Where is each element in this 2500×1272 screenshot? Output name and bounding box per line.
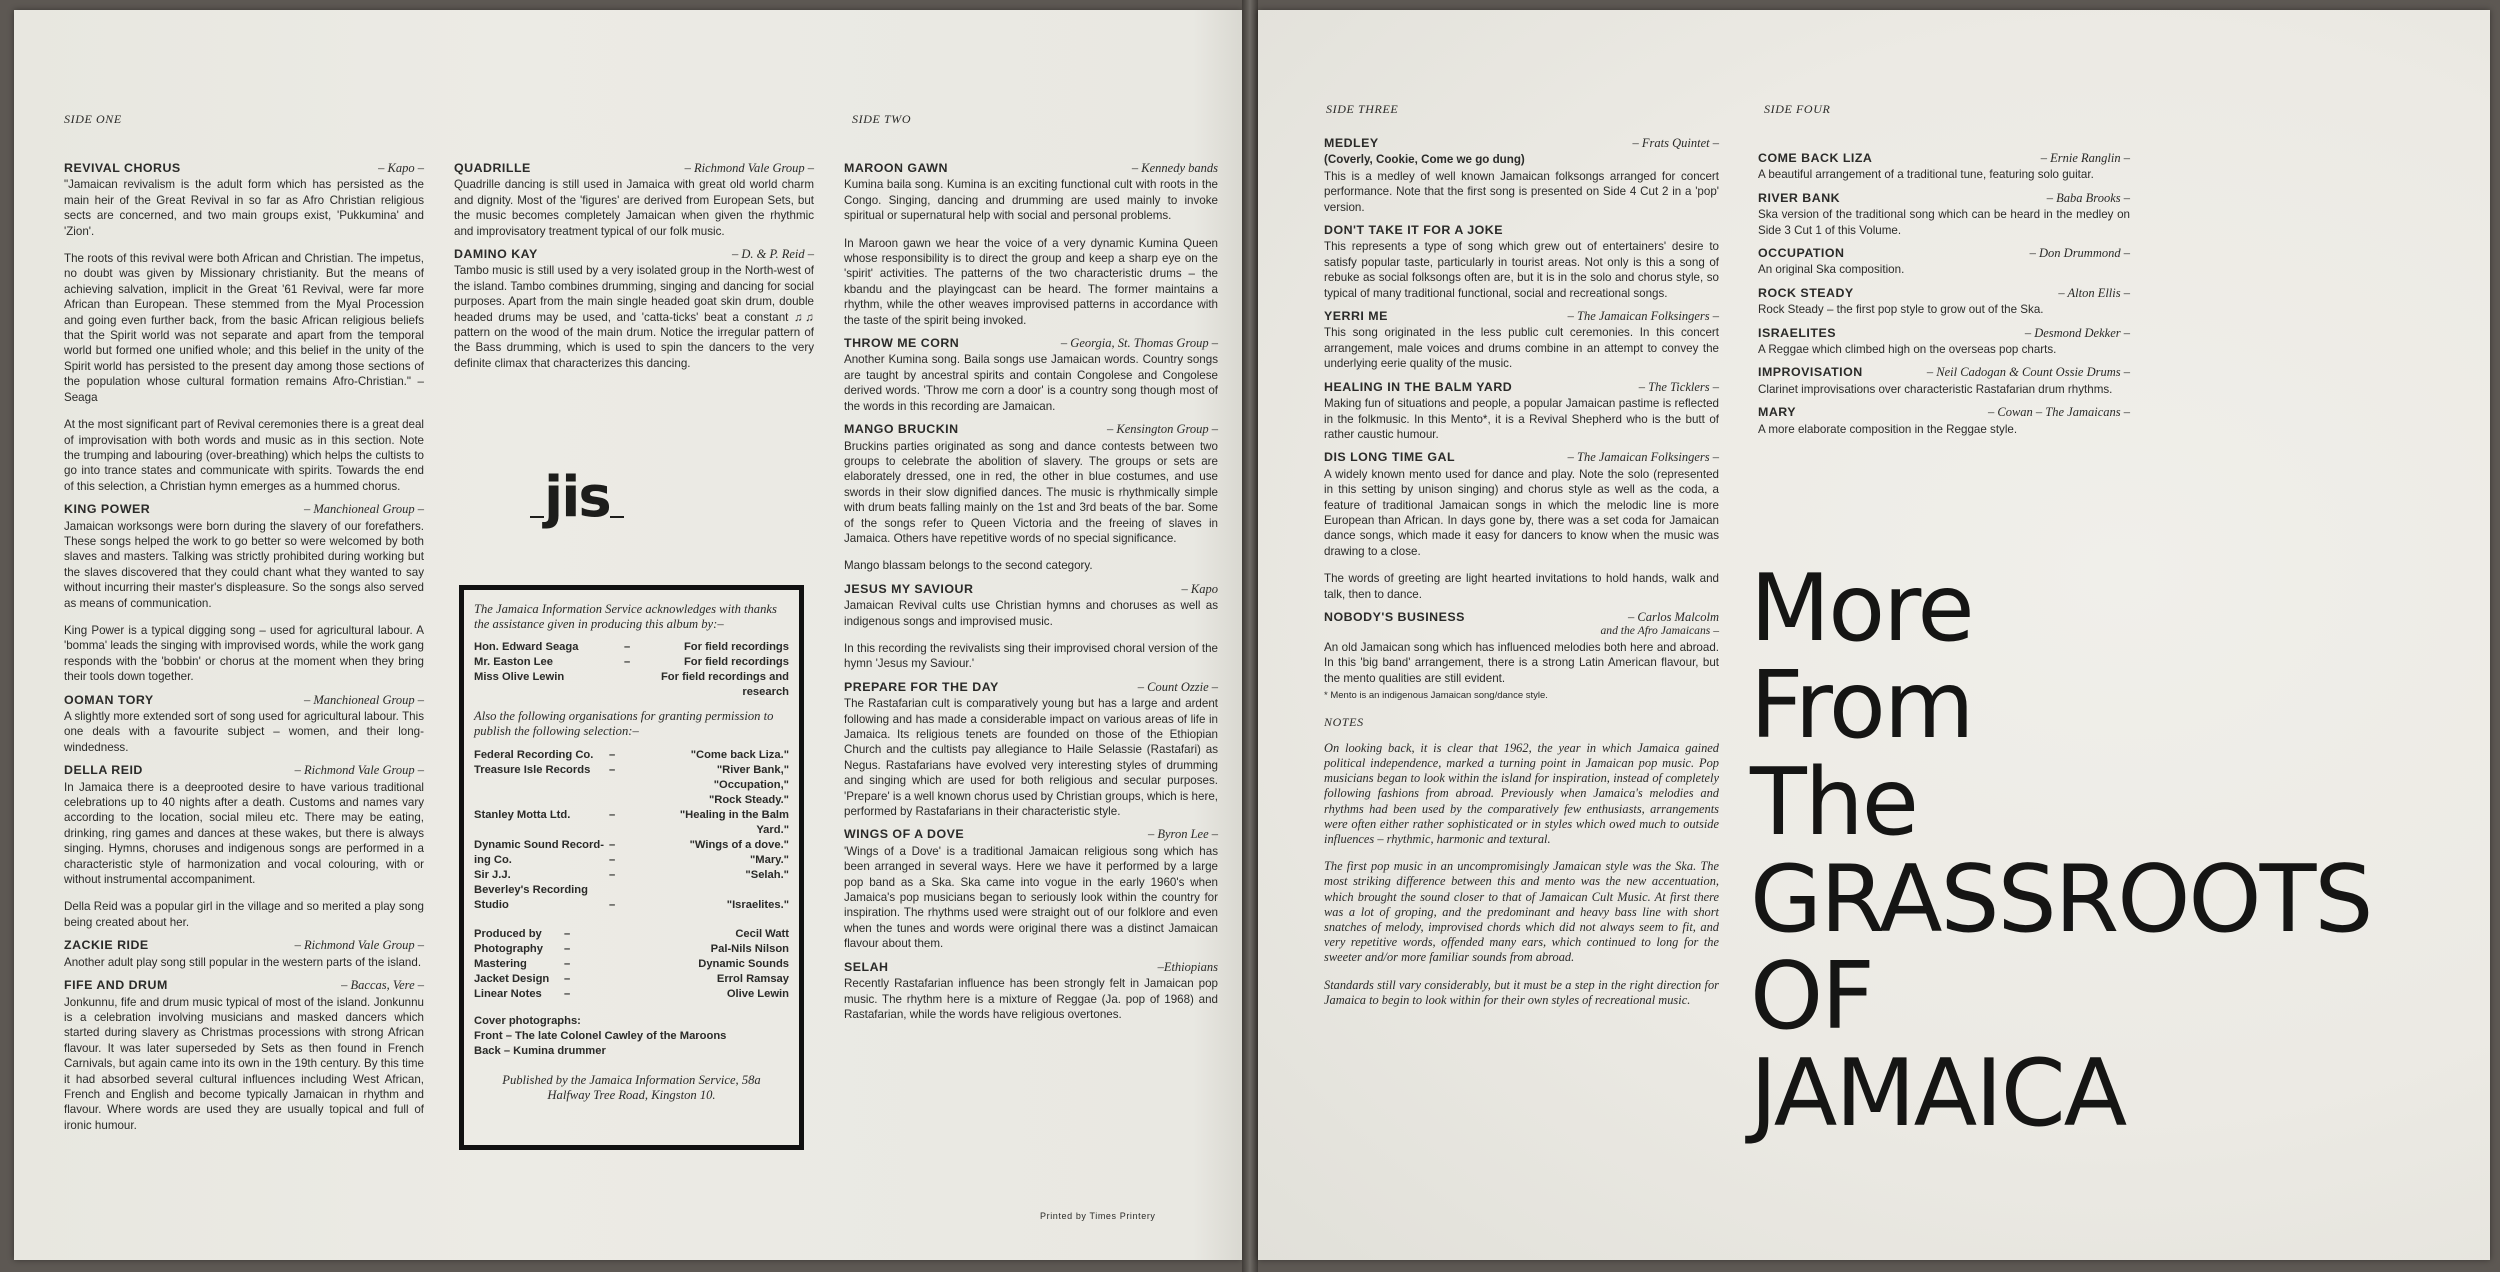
track-title-row [844,336,1218,351]
production-row [474,972,789,987]
production-dash: – [564,973,571,985]
track-title-row [1758,365,2130,380]
gatefold-spine [1242,0,1258,1272]
org-name: ing Co. [474,854,512,866]
org-name: Stanley Motta Ltd. [474,809,571,821]
side-three-column [1324,130,1719,1008]
credit-role: For field recordings [683,656,789,668]
track-title: DELLA REID [64,763,143,778]
track-description: Another Kumina song. Baila songs use Jamaican words. Country songs are taught by ancestral spirits and contain Congolese and Congolese derived words. 'Throw me corn a door' is a country song though most of the words in this recording are Jamaican. [844,353,1218,413]
track-description: Jonkunnu, fife and drum music typical of most of the island. Jonkunnu is a celebration involving musicians and masked dancers which started during slavery as Christmas processions with strong African flavour. It was later superseded by Sets as then found in French Carnivals, but again came into its own in the 19th century. By this time it had absorbed several cultural influences including West African, French and English and become typically Jamaican in rhythm and flavour. Where words are used they are usually topical and full of ironic humour. [64,995,424,1132]
track-artist: – Manchioneal Group – [303,502,424,517]
track-description: In Maroon gawn we hear the voice of a very dynamic Kumina Queen whose responsibility is to direct the group and keep a sharp eye on the 'spirit' activities. The patterns of the two characteristic drums – the kbandu and the playingcast can be heard. The former maintains a rhythm, while the other weaves improvised patterns in accordance with the taste of the spirit being invoked. [844,236,1218,327]
track-title-row [1758,246,2130,261]
org-name: Federal Recording Co. [474,749,594,761]
track-title: ISRAELITES [1758,325,1836,340]
track-title-row [454,247,814,262]
production-dash: – [564,943,571,955]
org-name: Sir J.J. [474,869,511,881]
track-description: Jamaican worksongs were born during the slavery of our forefathers. These songs helped the work to go better so were welcomed by both slaves and masters. Talking was strictly prohibited during working but the slaves discovered that they could chant what they wanted to say without incurring their master's displeasure. So the songs also served as means of communication. [64,519,424,610]
credit-org-row [474,748,789,763]
credit-name: Hon. Edward Seaga [474,641,579,653]
track-title: JESUS MY SAVIOUR [844,581,974,596]
album-title-line: OF [1750,942,1873,1050]
production-name: Cecil Watt [735,928,789,940]
credit-org-row [474,868,789,883]
track-description: The Rastafarian cult is comparatively young but has a large and ardent following and has made a considerable impact on various areas of life in Jamaica. Its religious tenets are founded on those of the Ethiopian Church and the cultists pay allegiance to Haile Selassie (Rastafari) as Negus. Rastafarians have evolved very interesting styles of drumming and singing which are used for both religious and secular purposes. 'Prepare' is a well known chorus used by Christian groups, which is here, performed by Rastafarians in their characteristic style. [844,697,1218,819]
track-title: WINGS OF A DOVE [844,827,965,842]
side-one-column-2 [454,155,814,371]
track-title-row [844,161,1218,176]
track-title-row [1758,286,2130,301]
production-role: Linear Notes [474,988,542,1000]
side-three-label: SIDE THREE [1326,102,1399,116]
track-description: The words of greeting are light hearted invitations to hold hands, walk and talk, then to dance. [1324,572,1719,601]
track-artist: – The Ticklers – [1638,379,1719,394]
production-role: Produced by [474,928,542,940]
track-title: DIS LONG TIME GAL [1324,450,1456,465]
org-name: Dynamic Sound Record- [474,839,604,851]
org-song [649,883,789,898]
track-description: Clarinet improvisations over characteristic Rastafarian drum rhythms. [1758,382,2113,396]
credit-dash: – [624,656,631,668]
cover-front: Front – The late Colonel Cawley of the Maroons [474,1030,727,1042]
credits-production [474,927,789,1002]
track-artist: – The Jamaican Folksingers – [1567,309,1719,324]
track-title: DON'T TAKE IT FOR A JOKE [1324,223,1504,238]
track-description: A more elaborate composition in the Reggae style. [1758,422,2018,436]
track-title-row [1758,326,2130,341]
org-dash [609,883,649,898]
production-role: Jacket Design [474,973,550,985]
track-title: MARY [1758,405,1797,420]
track-title-row [64,502,424,517]
track-description: In this recording the revivalists sing their improvised choral version of the hymn 'Jesus my Saviour.' [844,641,1218,671]
cover-label: Cover photographs: [474,1015,581,1027]
track-title: REVIVAL CHORUS [64,161,181,175]
track-title: YERRI ME [1324,309,1388,324]
track-description: Mango blassam belongs to the second category. [844,559,1093,573]
track-title: ZACKIE RIDE [64,938,149,953]
notes-label: NOTES [1324,715,1364,730]
org-song: "Rock Steady." [708,794,789,806]
track-title: MEDLEY [1324,136,1379,150]
track-title-row [1324,450,1719,465]
track-artist: – Ernie Ranglin – [2040,151,2130,165]
credit-dash [624,670,654,700]
track-artist: – Count Ozzie – [1137,679,1218,694]
track-title-row [1324,136,1719,151]
track-title-row [64,161,424,176]
track-title-row [1324,309,1719,324]
notes-paragraph: The first pop music in an uncompromisingly Jamaican style was the Ska. The most striking difference between this and mento was the new accentuation, which brought the sound closer to that of Jamaican Cult Music. At first there was a lot of groping, and the predominant and heavy bass line with short snatches of melody, improvised chords which did not always seem to fit, and very repetitive words, offended many ears, which continued to long for the sweeter and/or more familiar sounds from abroad. [1324,859,1719,965]
org-dash [609,793,649,808]
credits-intro: The Jamaica Information Service acknowledges with thanks the assistance given in producing this album by:– [474,602,777,631]
album-title-line: From [1750,651,1973,759]
track-title: HEALING IN THE BALM YARD [1324,379,1513,394]
production-name: Dynamic Sounds [698,958,789,970]
track-title-row [1324,223,1719,238]
track-description: A Reggae which climbed high on the overseas pop charts. [1758,343,2057,357]
track-title: OCCUPATION [1758,246,1845,261]
track-title: SELAH [844,959,889,974]
org-dash [609,778,649,793]
track-title: PREPARE FOR THE DAY [844,679,999,694]
credit-person-row [474,670,789,700]
org-song: "Selah." [745,869,789,881]
track-description: Making fun of situations and people, a popular Jamaican pastime is reflected in the folkmusic. In this Mento*, it is a Revival Shepherd who is the butt of rather caustic humour. [1324,397,1719,441]
track-title-row [844,422,1218,437]
credit-person-row [474,655,789,670]
track-title-row [844,680,1218,695]
track-artist: – Desmond Dekker – [2024,325,2130,340]
album-title-line: The [1750,748,1917,856]
org-name: Treasure Isle Records [474,764,591,776]
track-description: A widely known mento used for dance and play. Note the solo (represented in this setting by unison singing) and chorus style as well as the coda, a feature of traditional Jamaican songs in which the melodic line is more European than African. In days gone by, there was a set coda for Jamaican dance songs, which made it easy for dancers to know when the music was drawing to a close. [1324,467,1719,558]
track-description: Della Reid was a popular girl in the village and so merited a play song being created about her. [64,900,424,929]
track-description: This represents a type of song which grew out of entertainers' desire to satisfy popular taste, particularly in tourist areas. Not only is this a song of rebuke as social folksongs often are, but it is in the solo and chorus style, so typical of many traditional functional, social and recreational songs. [1324,240,1719,300]
track-description: Quadrille dancing is still used in Jamaica with great old world charm and dignity. Most of the 'figures' are derived from European Sets, but the music becomes completely Jamaican when given the rhythmic and improvisatory treatment typical of our folk music. [454,178,814,238]
credit-org-row [474,763,789,778]
track-artist: – Baccas, Vere – [341,978,424,993]
credit-org-row [474,883,789,898]
track-artist: – Cowan – The Jamaicans – [1987,405,2130,420]
track-title: QUADRILLE [454,161,531,175]
mento-footnote: * Mento is an indigenous Jamaican song/dance style. [1324,690,1548,701]
credit-org-row [474,793,789,808]
track-title-row [1758,405,2130,420]
track-description: This song originated in the less public cult ceremonies. In this concert arrangement, male voices and drums combine in an attempt to convey the underlying eerie quality of the music. [1324,326,1719,371]
track-description: In Jamaica there is a deeprooted desire to have various traditional celebrations up to 40 nights after a death. Customs and names vary according to the location, social mileu etc. There may be eating, drinking, ring games and dances at these wakes, but there is always singing. Hymns, choruses and indigenous songs are performed in a characteristic style of harmonization and vocal colouring, with or without instrumental accompaniment. [64,780,424,887]
production-role: Photography [474,943,543,955]
track-title-row [844,960,1218,975]
org-dash: – [609,869,616,881]
side-four-label: SIDE FOUR [1764,102,1831,116]
track-title-row [64,693,424,708]
org-dash: – [609,839,616,851]
track-artist: – Richmond Vale Group – [294,938,424,953]
notes-paragraph: On looking back, it is clear that 1962, the year in which Jamaica gained political independence, marked a turning point in Jamaican pop music. Pop musicians began to look within the island for inspiration, instead of completely following fashions from abroad. Previously when Jamaica's melodies and rhythms had been used by the comparatively few enthusiasts, arrangements were often either rather sophisticated or in styles which owed much to outside influences – rhythmic, harmonic and textural. [1324,740,1719,847]
track-title-row [64,978,424,993]
production-row [474,957,789,972]
published-by: Published by the Jamaica Information Service, 58a Halfway Tree Road, Kingston 10. [502,1073,761,1102]
track-description: At the most significant part of Revival ceremonies there is a great deal of improvisation with both words and music as in this section. Note the trumping and labouring (over-breathing) which helps the cultists to go into trance states and communicate with spirits. Towards the end of this selection, a Christian hymn emerges as a hummed chorus. [64,418,424,493]
track-description: Kumina baila song. Kumina is an exciting functional cult with roots in the Congo. Singing, dancing and drumming are used mainly to invoke spiritual or supernatural help with social and personal problems. [844,178,1218,223]
track-title: DAMINO KAY [454,247,538,262]
org-song: "River Bank," [716,764,789,776]
side-two-column [844,155,1218,1022]
track-artist: – Baba Brooks – [2046,190,2130,205]
track-title-row [844,827,1218,842]
production-row [474,987,789,1002]
production-role: Mastering [474,958,527,970]
track-artist: – Manchioneal Group – [303,692,424,707]
track-description: Rock Steady – the first pop style to grow out of the Ska. [1758,303,2044,317]
track-description: This is a medley of well known Jamaican folksongs arranged for concert performance. Note that the first song is presented on Side 4 Cut 2 in a 'pop' version. [1324,169,1719,214]
credit-dash: – [624,641,631,653]
track-title-row [1324,380,1719,395]
track-title-row [1758,151,2130,166]
credits-intro-2: Also the following organisations for granting permission to publish the following selection:– [474,709,774,738]
track-title: MANGO BRUCKIN [844,422,959,437]
track-title: MAROON GAWN [844,161,948,175]
track-description: 'Wings of a Dove' is a traditional Jamaican religious song which has been arranged in several ways. Here we have it performed by a large pop band as a Ska. Ska came into vogue in the early 1960's when Jamaica's pop musicians began to seriously look within the country for inspiration. The rhythms used were straight out of our folklore and even when the tunes and words were original there was a distinct Jamaican flavour about them. [844,844,1218,951]
credit-name: Miss Olive Lewin [474,671,565,683]
track-subtitle: (Coverly, Cookie, Come we go dung) [1324,153,1525,167]
credit-org-row [474,898,789,913]
track-description: Jamaican Revival cults use Christian hymns and choruses as well as indigenous songs and improvised music. [844,599,1218,628]
track-description: Ska version of the traditional song which can be heard in the medley on Side 3 Cut 1 of this Volume. [1758,208,2130,237]
track-artist: – Neil Cadogan & Count Ossie Drums – [1926,365,2130,380]
side-one-label: SIDE ONE [64,112,122,126]
track-description: A beautiful arrangement of a traditional tune, featuring solo guitar. [1758,168,2094,182]
credit-person-row [474,640,789,655]
org-name: Beverley's Recording [474,884,588,896]
credit-name: Mr. Easton Lee [474,656,553,668]
track-description: Another adult play song still popular in the western parts of the island. [64,955,422,969]
printer-credit: Printed by Times Printery [1040,1211,1156,1221]
track-artist: – Kapo [1181,581,1218,596]
track-artist: – Byron Lee – [1147,827,1218,842]
org-name: Studio [474,899,509,911]
production-dash: – [564,928,571,940]
org-song: "Come back Liza." [690,749,789,761]
track-title: ROCK STEADY [1758,285,1854,300]
credit-org-row [474,778,789,793]
track-title-row [64,763,424,778]
production-name: Olive Lewin [726,988,789,1000]
production-dash: – [564,958,571,970]
track-artist: – Georgia, St. Thomas Group – [1060,336,1218,351]
credit-role: For field recordings [683,641,789,653]
track-description: Recently Rastafarian influence has been strongly felt in Jamaican pop music. The rhythm here is a mixture of Reggae (Ja. pop of 1968) and Rastafarian, while the words have religious overtones. [844,977,1218,1021]
production-row [474,927,789,942]
track-artist: – Kennedy bands [1131,161,1218,175]
track-description: "Jamaican revivalism is the adult form which has persisted as the main heir of the Great Revival in so far as Afro Christian religious sects are concerned, and two main groups exist, 'Pukkumina' and 'Zion'. [64,178,424,238]
org-dash: – [609,809,616,821]
track-title: IMPROVISATION [1758,365,1863,380]
album-title-line: GRASSROOTS [1750,845,2372,953]
track-artist: – Richmond Vale Group – [294,763,424,778]
track-description: Tambo music is still used by a very isolated group in the North-west of the island. Tambo combines drumming, singing and dancing for social purposes. Apart from the main single headed goat skin drum, double headed drums may be used, and 'catta-ticks' beat a constant ♫♫ pattern on the wood of the main drum. Notice the irregular pattern of the Bass drumming, which is used to spin the dancers to the very definite climax that characterizes this dancing. [454,264,814,370]
track-description: A slightly more extended sort of song used for agricultural labour. This one deals with a favourite subject – women, and their long-windedness. [64,710,424,754]
track-title-row [1758,191,2130,206]
track-title-row [64,938,424,953]
org-dash: – [609,764,616,776]
credit-org-row [474,853,789,868]
track-artist: – The Jamaican Folksingers – [1567,450,1719,465]
track-artist: – Don Drummond – [2029,246,2130,261]
track-artist: – D. & P. Reid – [731,247,814,262]
cover-back: Back – Kumina drummer [474,1045,606,1057]
track-title: THROW ME CORN [844,336,960,351]
track-artist-2: and the Afro Jamaicans – [1600,624,1719,638]
production-dash: – [564,988,571,1000]
credit-role: For field recordings and research [660,671,789,698]
track-title: RIVER BANK [1758,190,1841,205]
track-title: OOMAN TORY [64,692,154,707]
credit-org-row [474,808,789,838]
album-title [1750,554,2372,1147]
credits-orgs [474,748,789,913]
org-dash: – [609,749,616,761]
track-description: King Power is a typical digging song – used for agricultural labour. A 'bomma' leads the singing with improvised words, while the work gang responds with the 'bobbin' or chorus at the moment when they bring their tools down together. [64,623,424,684]
notes-paragraph: Standards still vary considerably, but it must be a step in the right direction for Jamaica to begin to look within for their own styles of recreational music. [1324,977,1719,1007]
org-name [474,778,609,793]
production-name: Pal-Nils Nilson [710,943,789,955]
track-title-row [844,582,1218,597]
side-four-column [1758,145,2130,437]
track-artist: – Frats Quintet – [1632,136,1719,150]
track-title: COME BACK LIZA [1758,151,1873,165]
track-description: An original Ska composition. [1758,263,1905,277]
album-title-line: More [1750,554,1973,662]
org-dash: – [609,899,616,911]
jis-logo: jis [544,465,610,530]
production-name: Errol Ramsay [716,973,789,985]
side-one-column [64,155,424,1133]
org-song: "Israelites." [726,899,789,911]
track-description: Bruckins parties originated as song and dance contests between two groups to celebrate the abolition of slavery. The groups or sets are elaborately dressed, one in red, the other in blue costumes, and use swords in their slow dignified dances. The music is rhythmically simple with drum beats falling mainly on the 1st and 3rd beats of the bar. Some of the songs refer to Queen Victoria and the freeing of slaves in Jamaica. Others have repetitive words of no special significance. [844,439,1218,545]
track-artist: –Ethiopians [1157,959,1218,974]
side-two-label: SIDE TWO [852,112,912,126]
org-name [474,793,609,808]
credit-org-row [474,838,789,853]
org-song: "Mary." [749,854,789,866]
org-song: "Wings of a dove." [689,839,789,851]
track-artist: – Richmond Vale Group – [684,161,814,175]
track-artist: – Carlos Malcolm [1628,609,1719,624]
track-title: KING POWER [64,502,151,517]
production-row [474,942,789,957]
credits-people [474,640,789,700]
track-artist: – Kensington Group – [1107,422,1218,437]
track-title: NOBODY'S BUSINESS [1324,609,1465,624]
album-title-line: JAMAICA [1750,1039,2126,1147]
org-dash: – [609,854,616,866]
org-song: "Healing in the Balm Yard." [679,809,789,836]
track-title: FIFE AND DRUM [64,978,168,993]
track-title-row [454,161,814,176]
track-description: The roots of this revival were both African and Christian. The impetus, no doubt was given by Missionary christianity. But the means of achieving salvation, implicit in the Great '61 Revival, were far more African than European. These stemmed from the Myal Procession and going even further back, from the basic African religious beliefs that the Spirit world was not separate and apart from the temporal world but formed one unified whole; and this belief in the unity of the Spirit world has persisted to the present day among those sections of the population whose cultural formation remains Afro-Christian." – Seaga [64,252,424,404]
credits-box [459,585,804,1150]
track-artist: – Kapo – [378,161,424,175]
left-gatefold-panel [14,10,1242,1260]
org-song: "Occupation," [713,779,789,791]
track-description: An old Jamaican song which has influenced melodies both here and abroad. In this 'big band' arrangement, there is a strong Latin American flavour, but the mento qualities are still evident. [1324,640,1719,685]
track-artist: – Alton Ellis – [2058,285,2130,300]
